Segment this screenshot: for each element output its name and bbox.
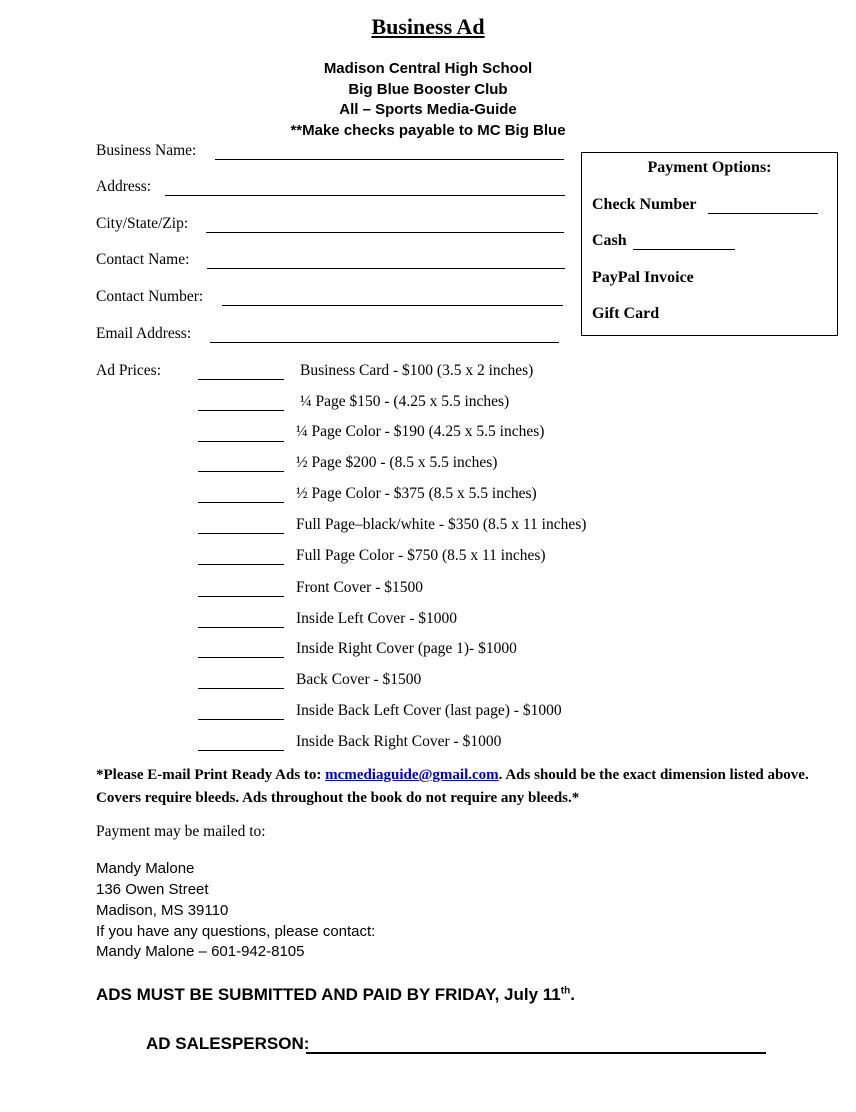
ad-option-label: ¼ Page $150 - (4.25 x 5.5 inches): [300, 393, 510, 410]
ad-salesperson-label: AD SALESPERSON:: [146, 1034, 310, 1053]
ad-option-label: Inside Left Cover - $1000: [296, 610, 457, 627]
deadline-ordinal: th: [560, 985, 571, 997]
ad-option-label: ¼ Page Color - $190 (4.25 x 5.5 inches): [296, 423, 545, 440]
email-address-label: Email Address:: [96, 325, 192, 342]
ad-option-label: Inside Back Right Cover - $1000: [296, 733, 502, 750]
ad-option-label: ½ Page Color - $375 (8.5 x 5.5 inches): [296, 485, 537, 502]
guide-name: All – Sports Media-Guide: [339, 101, 517, 118]
ad-option-blank[interactable]: [198, 471, 284, 472]
ad-option-blank[interactable]: [198, 379, 284, 380]
club-name: Big Blue Booster Club: [348, 81, 508, 98]
deadline-period: .: [570, 985, 575, 1004]
contact-name-label: Contact Name:: [96, 251, 190, 268]
checks-payable-note: **Make checks payable to MC Big Blue: [290, 122, 566, 139]
city-state-zip-field[interactable]: [206, 232, 564, 233]
contact-phone: Mandy Malone – 601-942-8105: [96, 943, 305, 960]
contact-number-field[interactable]: [222, 305, 563, 306]
email-instructions: [96, 764, 836, 810]
ad-prices-label: Ad Prices:: [96, 362, 162, 379]
mail-city-state-zip: Madison, MS 39110: [96, 902, 229, 919]
ad-option-blank[interactable]: [198, 502, 284, 503]
ad-option-blank[interactable]: [198, 564, 284, 565]
ad-option-blank[interactable]: [198, 750, 284, 751]
email-note-prefix: *Please E-mail Print Ready Ads to:: [96, 767, 326, 783]
contact-number-label: Contact Number:: [96, 288, 204, 305]
contact-name-field[interactable]: [207, 268, 565, 269]
ad-option-blank[interactable]: [198, 657, 284, 658]
ad-option-label: Back Cover - $1500: [296, 671, 422, 688]
ad-option-blank[interactable]: [198, 627, 284, 628]
ad-salesperson-field[interactable]: [306, 1052, 766, 1054]
cash-label: Cash: [592, 232, 627, 249]
city-state-zip-label: City/State/Zip:: [96, 215, 189, 232]
payment-options-title: Payment Options:: [647, 159, 772, 176]
gift-card-label: Gift Card: [592, 305, 660, 322]
business-name-label: Business Name:: [96, 142, 197, 159]
address-label: Address:: [96, 178, 152, 195]
ad-option-label: ½ Page $200 - (8.5 x 5.5 inches): [296, 454, 498, 471]
paypal-invoice-label: PayPal Invoice: [592, 269, 694, 286]
payment-mailed-label: Payment may be mailed to:: [96, 823, 266, 840]
questions-note: If you have any questions, please contact:: [96, 923, 376, 940]
ad-option-blank[interactable]: [198, 688, 284, 689]
ad-option-label: Full Page Color - $750 (8.5 x 11 inches): [296, 547, 546, 564]
submission-deadline: [96, 985, 575, 1005]
email-address-field[interactable]: [210, 342, 559, 343]
school-name: Madison Central High School: [323, 60, 533, 77]
ad-option-blank[interactable]: [198, 719, 284, 720]
ad-option-label: Inside Right Cover (page 1)- $1000: [296, 640, 517, 657]
ad-option-label: Front Cover - $1500: [296, 579, 424, 596]
ad-option-blank[interactable]: [198, 533, 284, 534]
cash-field[interactable]: [633, 249, 735, 250]
ad-option-blank[interactable]: [198, 596, 284, 597]
check-number-field[interactable]: [708, 213, 818, 214]
email-link[interactable]: mcmediaguide@gmail.com: [325, 767, 499, 783]
mail-street: 136 Owen Street: [96, 881, 209, 898]
address-field[interactable]: [165, 195, 565, 196]
business-name-field[interactable]: [215, 159, 564, 160]
email-note-suffix: . Ads should be the exact dimension listed above. Covers require bleeds. Ads throughout the book do not require any bleeds.*: [96, 767, 809, 806]
ad-option-label: Full Page–black/white - $350 (8.5 x 11 inches): [296, 516, 587, 533]
ad-option-label: Inside Back Left Cover (last page) - $1000: [296, 702, 562, 719]
deadline-text: ADS MUST BE SUBMITTED AND PAID BY FRIDAY, July 11: [96, 985, 561, 1004]
ad-option-label: Business Card - $100 (3.5 x 2 inches): [300, 362, 534, 379]
page-title: Business Ad: [371, 14, 485, 39]
mail-recipient: Mandy Malone: [96, 860, 195, 877]
ad-option-blank[interactable]: [198, 410, 284, 411]
ad-option-blank[interactable]: [198, 441, 284, 442]
check-number-label: Check Number: [592, 196, 697, 213]
